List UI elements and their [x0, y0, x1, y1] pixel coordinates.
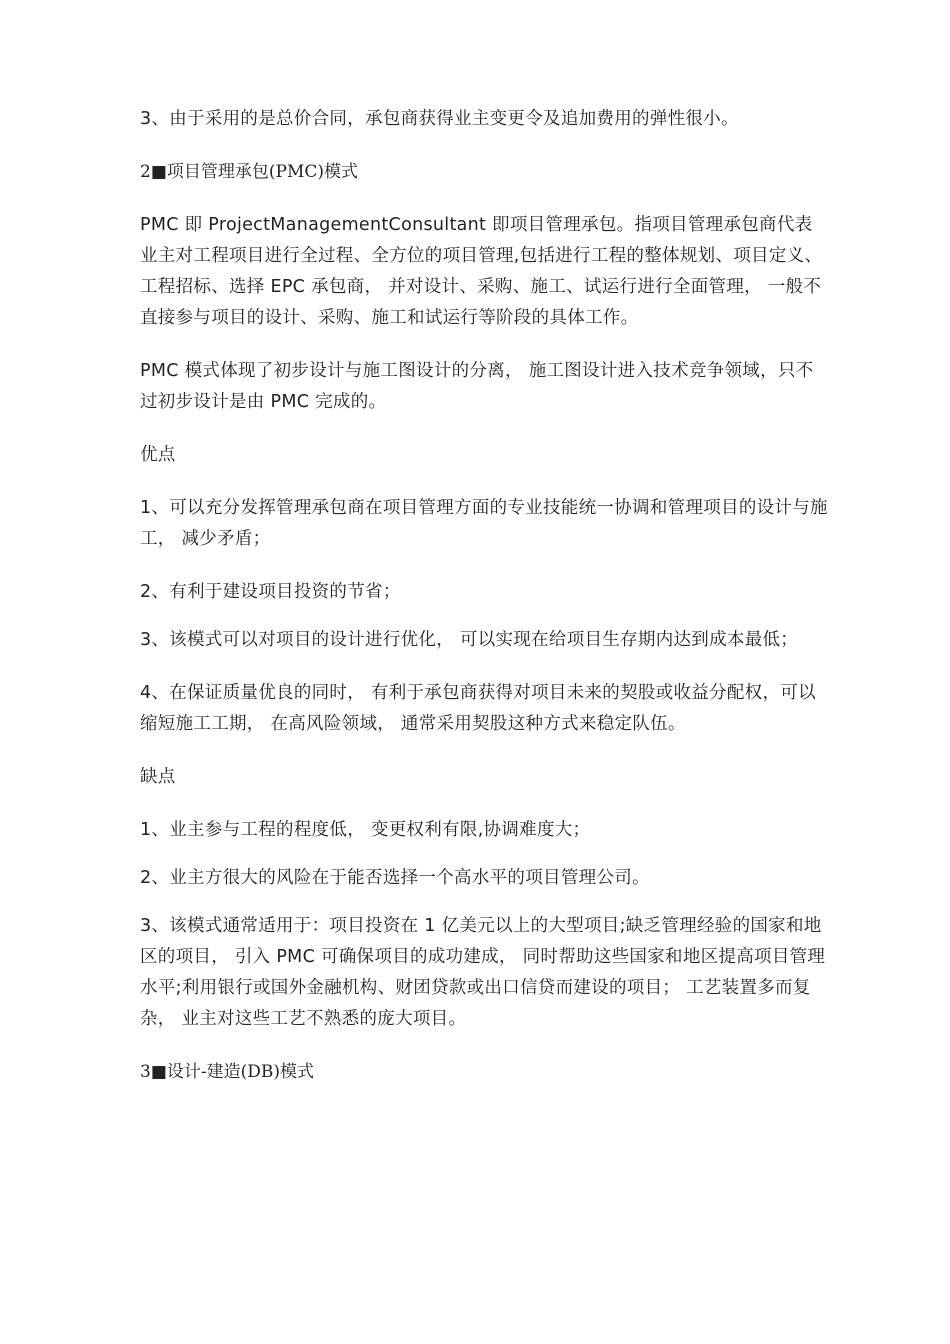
paragraph-disadvantage-1: 1、业主参与工程的程度低， 变更权利有限,协调难度大； [140, 820, 591, 840]
heading-disadvantages: 缺点 [140, 767, 176, 787]
paragraph-advantage-3: 3、该模式可以对项目的设计进行优化， 可以实现在给项目生存期内达到成本最低； [140, 630, 799, 650]
paragraph-pmc-design-separation: PMC 模式体现了初步设计与施工图设计的分离， 施工图设计进入技术竞争领域，只不过初步设计是由 PMC 完成的。 [140, 361, 814, 412]
document-page [140, 104, 830, 1110]
paragraph-disadvantage-2: 2、业主方很大的风险在于能否选择一个高水平的项目管理公司。 [140, 868, 650, 888]
paragraph-pmc-definition: PMC 即 ProjectManagementConsultant 即项目管理承包。指项目管理承包商代表业主对工程项目进行全过程、全方位的项目管理,包括进行工程的整体规划、项目定义、工程招标、选择 EPC 承包商， 并对设计、采购、施工、试运行进行全面管理， 一般不直接参与项目的设计、采购、施工和试运行等阶段的具体工作。 [140, 215, 823, 328]
paragraph-advantage-4: 4、在保证质量优良的同时， 有利于承包商获得对项目未来的契股或收益分配权，可以缩短施工工期， 在高风险领域， 通常采用契股这种方式来稳定队伍。 [140, 683, 816, 734]
paragraph-contract-elasticity: 3、由于采用的是总价合同，承包商获得业主变更令及追加费用的弹性很小。 [140, 109, 739, 129]
heading-pmc-mode: 2■项目管理承包(PMC)模式 [140, 162, 358, 182]
heading-advantages: 优点 [140, 445, 176, 465]
paragraph-disadvantage-3: 3、该模式通常适用于：项目投资在 1 亿美元以上的大型项目;缺乏管理经验的国家和地区的项目， 引入 PMC 可确保项目的成功建成， 同时帮助这些国家和地区提高项目管理水平;利用银行或国外金融机构、财团贷款或出口信贷而建设的项目； 工艺装置多而复杂， 业主对这些工艺不熟悉的庞大项目。 [140, 916, 826, 1029]
heading-db-mode: 3■设计-建造(DB)模式 [140, 1062, 315, 1082]
paragraph-advantage-1: 1、可以充分发挥管理承包商在项目管理方面的专业技能统一协调和管理项目的设计与施工， 减少矛盾； [140, 498, 828, 549]
paragraph-advantage-2: 2、有利于建设项目投资的节省； [140, 582, 401, 602]
